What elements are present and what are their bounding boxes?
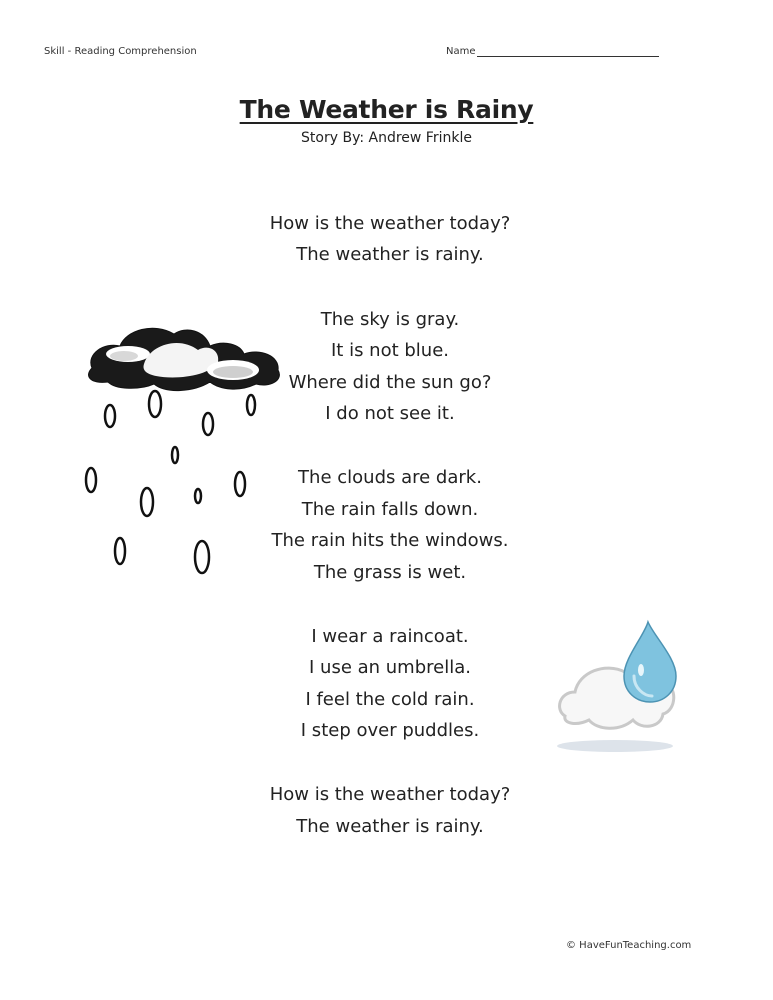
name-field	[446, 46, 659, 57]
poem-line: How is the weather today?	[269, 213, 511, 234]
poem-line: It is not blue.	[330, 340, 450, 362]
title-block	[0, 95, 773, 146]
poem-line: Where did the sun go?	[288, 371, 492, 393]
rain-cloud-icon	[80, 320, 290, 584]
poem-line: The rain hits the windows.	[271, 530, 509, 552]
name-blank-line	[477, 46, 659, 57]
poem-line: The grass is wet.	[313, 561, 467, 583]
byline: Story By: Andrew Frinkle	[301, 130, 472, 146]
poem-line: I wear a raincoat.	[311, 625, 469, 647]
copyright-footer: © HaveFunTeaching.com	[566, 940, 692, 951]
stanza-1	[190, 208, 590, 271]
skill-label: Skill - Reading Comprehension	[44, 46, 197, 57]
stanza-4	[190, 621, 590, 747]
poem-line: The weather is rainy.	[296, 244, 484, 266]
poem-line: How is the weather today?	[269, 784, 511, 806]
poem-line: The sky is gray.	[320, 308, 460, 330]
poem-line: I step over puddles.	[300, 720, 480, 742]
poem-line: I use an umbrella.	[309, 657, 471, 679]
poem-line: I do not see it.	[325, 402, 455, 424]
poem-line: The clouds are dark.	[298, 467, 482, 489]
poem-line: The weather is rainy.	[296, 815, 484, 837]
name-label: Name	[446, 46, 476, 57]
poem-line: I feel the cold rain.	[305, 688, 475, 710]
stanza-5	[190, 779, 590, 842]
poem-line: The rain falls down.	[301, 498, 479, 520]
page-title: The Weather is Rainy	[239, 95, 534, 124]
cloud-raindrop-icon	[553, 618, 678, 762]
